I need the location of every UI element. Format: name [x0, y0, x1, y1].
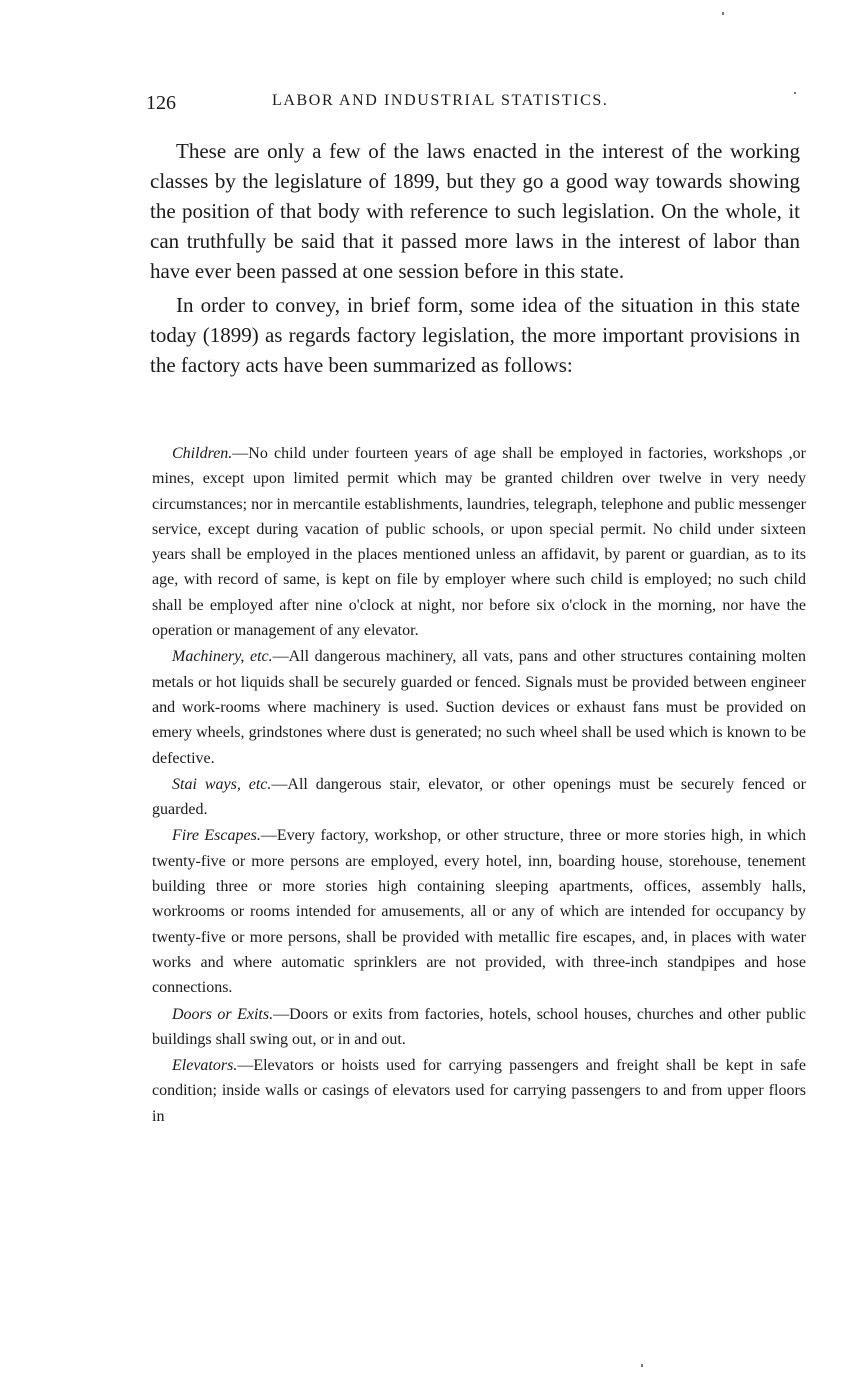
provision-heading: Doors or Exits. [172, 1005, 274, 1023]
provision-children [152, 441, 806, 643]
running-header [146, 92, 796, 116]
scan-speck [794, 92, 796, 94]
provision-heading: Stai ways, etc. [172, 775, 272, 793]
provision-doors-exits [152, 1002, 806, 1053]
provision-heading: Machinery, etc. [172, 648, 273, 666]
intro-paragraph: In order to convey, in brief form, some idea of the situation in this state today (1899) as regards factory legislation, the more important provisions in the factory acts have been summarized as follows: [150, 293, 800, 377]
provision-heading: Children. [172, 445, 233, 462]
provision-elevators [152, 1053, 806, 1129]
provision-heading: Elevators. [172, 1057, 238, 1075]
provision-machinery [152, 644, 806, 770]
scan-speck [722, 12, 724, 15]
provision-fire-escapes [152, 823, 806, 1000]
provisions-summary [152, 441, 806, 1129]
intro-text [150, 136, 800, 380]
provision-heading: Fire Escapes. [172, 827, 261, 845]
provision-stairways [152, 772, 806, 823]
intro-paragraph: These are only a few of the laws enacted in the interest of the working classes by the legislature of 1899, but they go a good way towards showing the position of that body with reference to such legislation. On the whole, it can truthfully be said that it passed more laws in the interest of labor than have ever been passed at one session before in this state. [150, 139, 800, 283]
provision-text: —No child under fourteen years of age shall be employed in factories, workshops ,or mines, except upon limited permit which may be granted children over twelve in very needy circumstances; nor in mercantile establishments, laundries, telegraph, telephone and public messenger service, except during vacation of public schools, or upon special permit. No child under sixteen years shall be employed in the places mentioned unless an affidavit, by parent or guardian, as to its age, with record of same, is kept on file by employer where such child is employed; no such child shall be employed after nine o'clock at night, nor before six o'clock in the morning, nor have the operation or management of any elevator. [152, 445, 806, 640]
provision-text: —Elevators or hoists used for carrying passengers and freight shall be kept in safe condition; inside walls or casings of elevators used for carrying passengers to and from upper floors in [152, 1057, 806, 1125]
provision-text: —Doors or exits from factories, hotels, school houses, churches and other public buildings shall swing out, or in and out. [152, 1005, 806, 1048]
provision-text: —Every factory, workshop, or other structure, three or more stories high, in which twenty-five or more persons are employed, every hotel, inn, boarding house, storehouse, tenement building three or more stories high containing sleeping apartments, offices, assembly halls, workrooms or rooms intended for amusements, all or any of which are intended for occupancy by twenty-five or more persons, shall be provided with metallic fire escapes, and, in places with water works and where automatic sprinklers are not provided, with three-inch standpipes and hose connections. [152, 827, 806, 997]
provision-text: —All dangerous machinery, all vats, pans and other structures containing molten metals or hot liquids shall be securely guarded or fenced. Signals must be provided between engineer and work-rooms where machinery is used. Suction devices or exhaust fans must be provided on emery wheels, grindstones where dust is generated; no such wheel shall be used which is known to be defective. [152, 648, 807, 767]
running-title: LABOR AND INDUSTRIAL STATISTICS. [272, 92, 609, 109]
scan-speck [641, 1364, 643, 1367]
provision-text: —All dangerous stair, elevator, or other openings must be securely fenced or guarded. [152, 775, 806, 819]
page-number: 126 [146, 92, 176, 114]
